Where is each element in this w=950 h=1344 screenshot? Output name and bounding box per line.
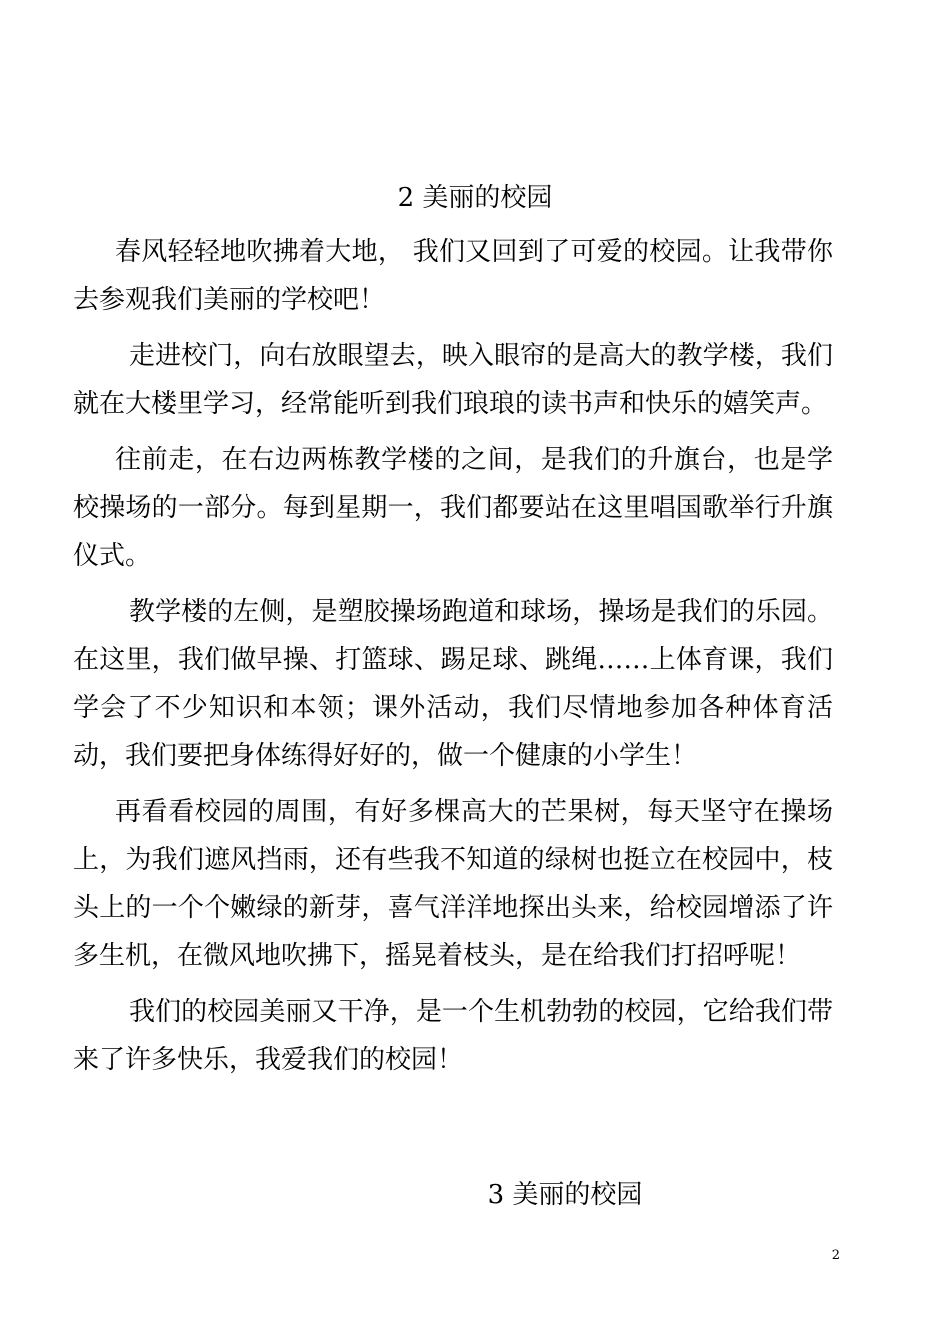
paragraph-4: 教学楼的左侧，是塑胶操场跑道和球场，操场是我们的乐园。在这里，我们做早操、打篮球、踢足球、跳绳……上体育课，我们学会了不少知识和本领；课外活动，我们尽情地参加各种体育活动，我们要把身体练得好好的，做一个健康的小学生！	[73, 597, 833, 771]
page-number: 2	[831, 1248, 840, 1263]
essay-body	[73, 228, 833, 1084]
paragraph-3: 往前走，在右边两栋教学楼的之间，是我们的升旗台，也是学校操场的一部分。每到星期一，我们都要站在这里唱国歌举行升旗仪式。	[73, 445, 833, 571]
essay-title: 2 美丽的校园	[397, 183, 553, 213]
paragraph-5: 再看看校园的周围，有好多棵高大的芒果树，每天坚守在操场上，为我们遮风挡雨，还有些我不知道的绿树也挺立在校园中，枝头上的一个个嫩绿的新芽，喜气洋洋地探出头来，给校园增添了许多生机，在微风地吹拂下，摇晃着枝头，是在给我们打招呼呢！	[73, 797, 833, 971]
paragraph-6: 我们的校园美丽又干净，是一个生机勃勃的校园，它给我们带来了许多快乐，我爱我们的校园！	[73, 997, 833, 1075]
paragraph-2: 走进校门，向右放眼望去，映入眼帘的是高大的教学楼，我们就在大楼里学习，经常能听到我们琅琅的读书声和快乐的嬉笑声。	[73, 341, 833, 419]
paragraph-1: 春风轻轻地吹拂着大地， 我们又回到了可爱的校园。让我带你去参观我们美丽的学校吧！	[73, 237, 833, 315]
next-essay-title: 3 美丽的校园	[487, 1180, 643, 1210]
